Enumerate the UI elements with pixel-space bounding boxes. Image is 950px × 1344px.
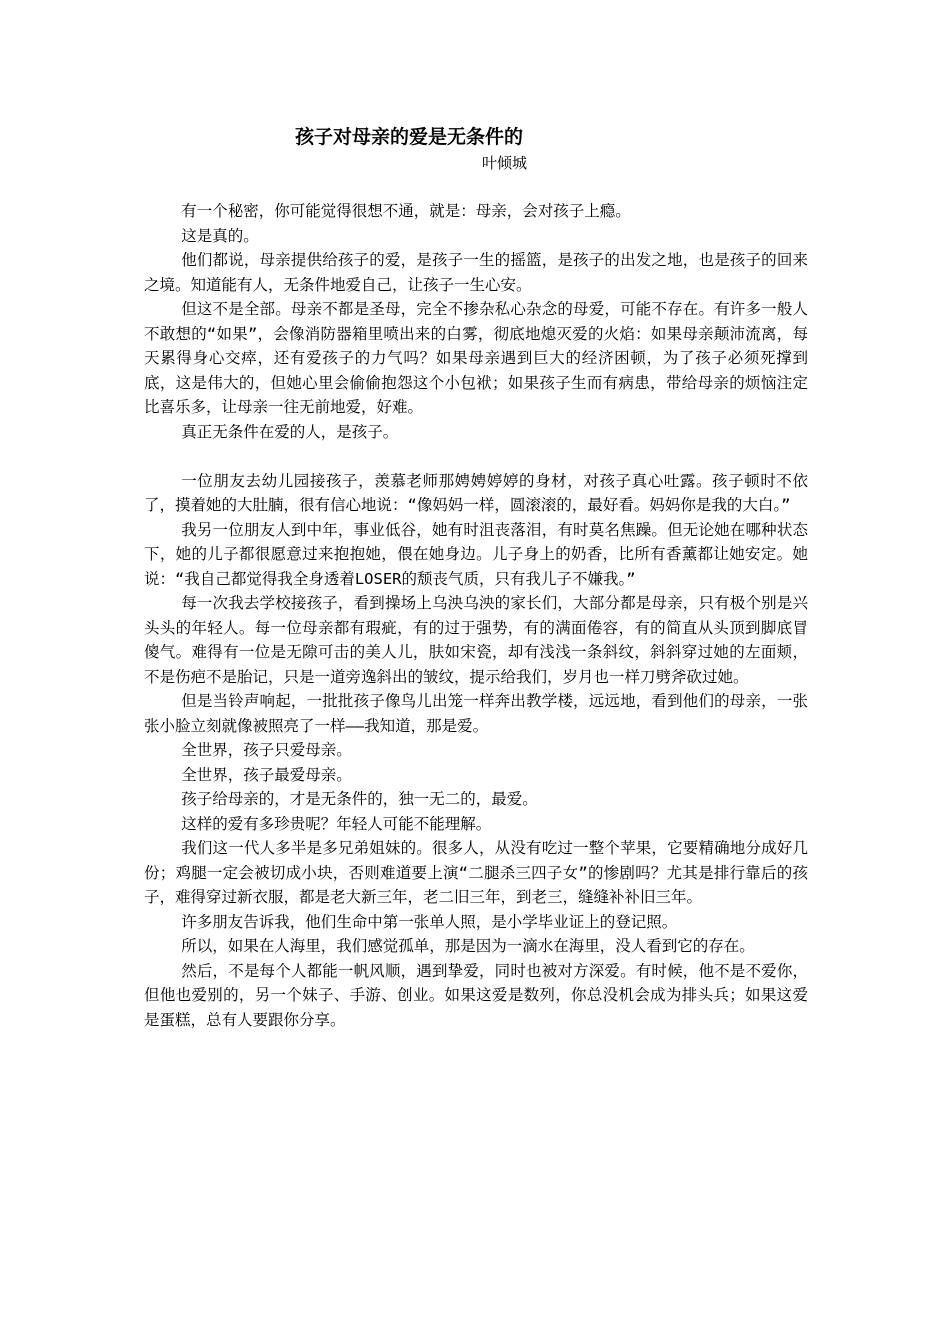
article-body bbox=[144, 199, 808, 1032]
paragraph: 真正无条件在爱的人，是孩子。 bbox=[181, 422, 399, 441]
paragraph: 孩子给母亲的，才是无条件的，独一无二的，最爱。 bbox=[181, 790, 538, 808]
paragraph: 这是真的。 bbox=[181, 226, 259, 245]
paragraph: 全世界，孩子只爱母亲。 bbox=[181, 741, 352, 759]
paragraph: 我们这一代人多半是多兄弟姐妹的。很多人，从没有吃过一整个苹果，它要精确地分成好几份；鸡腿一定会被切成小块，否则难道要上演“二腿杀三四子女”的惨剧吗？尤其是排行靠后的孩子，难得穿过新衣服，都是老大新三年，老二旧三年，到老三，缝缝补补旧三年。 bbox=[144, 839, 808, 906]
paragraph: 所以，如果在人海里，我们感觉孤单，那是因为一滴水在海里，没人看到它的存在。 bbox=[181, 937, 755, 955]
paragraph: 他们都说，母亲提供给孩子的爱，是孩子一生的摇篮，是孩子的出发之地，也是孩子的回来之境。知道能有人，无条件地爱自己，让孩子一生心安。 bbox=[144, 251, 808, 294]
paragraph: 一位朋友去幼儿园接孩子，羡慕老师那娉娉婷婷的身材，对孩子真心吐露。孩子顿时不依了，摸着她的大肚腩，很有信心地说：“像妈妈一样，圆滚滚的，最好看。妈妈你是我的大白。” bbox=[144, 471, 808, 514]
article-title: 孩子对母亲的爱是无条件的 bbox=[294, 126, 523, 148]
blank-line bbox=[144, 444, 808, 469]
paragraph: 但这不是全部。母亲不都是圣母，完全不掺杂私心杂念的母爱，可能不存在。有许多一般人不敢想的“如果”，会像消防器箱里喷出来的白雾，彻底地熄灭爱的火焰：如果母亲颠沛流离，每天累得身心交瘁，还有爱孩子的力气吗？如果母亲遇到巨大的经济困顿，为了孩子必须死撑到底，这是伟大的，但她心里会偷偷抱怨这个小包袱；如果孩子生而有病患，带给母亲的烦恼注定比喜乐多，让母亲一往无前地爱，好难。 bbox=[144, 300, 808, 416]
paragraph: 许多朋友告诉我，他们生命中第一张单人照，是小学毕业证上的登记照。 bbox=[181, 912, 678, 931]
article-author: 叶倾城 bbox=[482, 154, 528, 172]
paragraph: 每一次我去学校接孩子，看到操场上乌泱乌泱的家长们，大部分都是母亲，只有极个别是兴头头的年轻人。每一位母亲都有瑕疵，有的过于强势，有的满面倦容，有的简直从头顶到脚底冒傻气。难得有一位是无隙可击的美人儿，肤如宋瓷，却有浅浅一条斜纹，斜斜穿过她的左面颊，不是伤疤不是胎记，只是一道旁逸斜出的皱纹，提示给我们，岁月也一样刀劈斧砍过她。 bbox=[144, 594, 808, 686]
paragraph: 全世界，孩子最爱母亲。 bbox=[181, 765, 352, 784]
paragraph: 这样的爱有多珍贵呢？年轻人可能不能理解。 bbox=[181, 814, 492, 833]
paragraph: 然后，不是每个人都能一帆风顺，遇到挚爱，同时也被对方深爱。有时候，他不是不爱你，但他也爱别的，另一个妹子、手游、创业。如果这爱是数列，你总没机会成为排头兵；如果这爱是蛋糕，总有人要跟你分享。 bbox=[144, 961, 808, 1029]
paragraph: 我另一位朋友人到中年，事业低谷，她有时沮丧落泪，有时莫名焦躁。但无论她在哪种状态下，她的儿子都很愿意过来抱抱她，偎在她身边。儿子身上的奶香，比所有香薰都让她安定。她说：“我自己都觉得我全身透着LOSER的颓丧气质，只有我儿子不嫌我。” bbox=[144, 520, 808, 588]
paragraph: 有一个秘密，你可能觉得很想不通，就是：母亲，会对孩子上瘾。 bbox=[181, 202, 631, 220]
paragraph: 但是当铃声响起，一批批孩子像鸟儿出笼一样奔出教学楼，远远地，看到他们的母亲，一张张小脸立刻就像被照亮了一样——我知道，那是爱。 bbox=[144, 692, 808, 735]
